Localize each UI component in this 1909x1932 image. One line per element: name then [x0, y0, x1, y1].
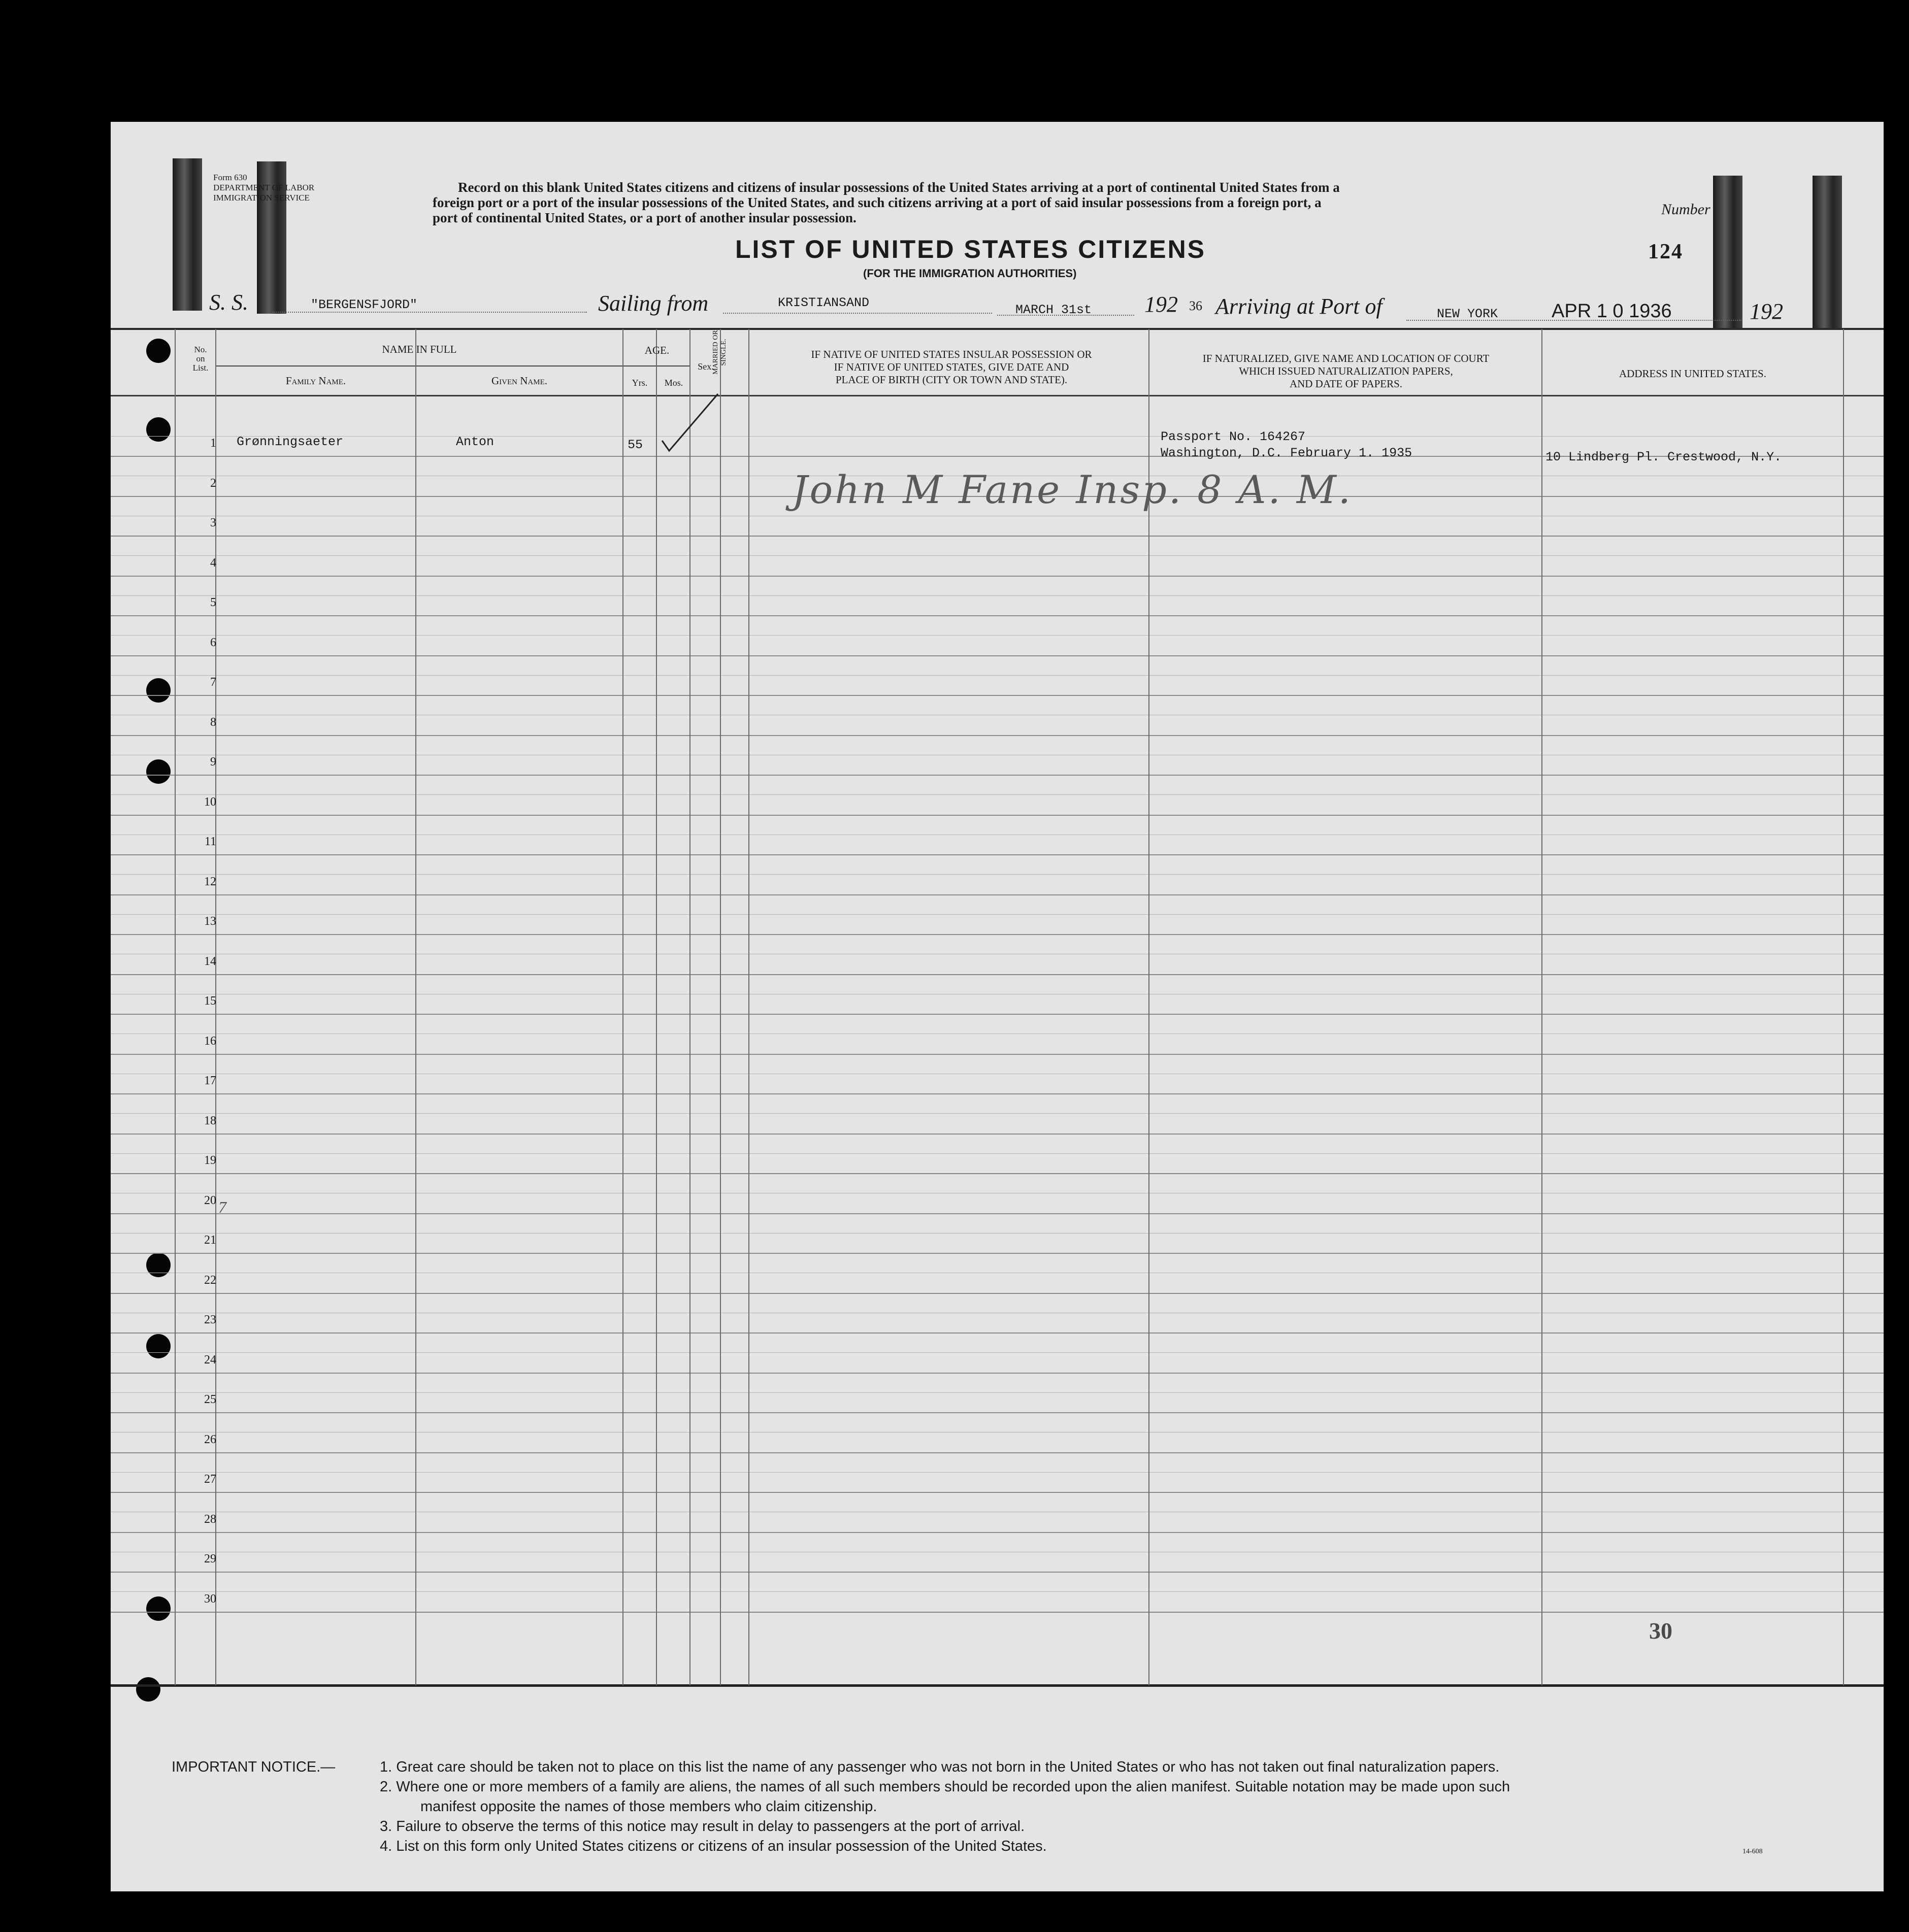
arrival-year-printed: 192 [1750, 299, 1783, 324]
column-rule [720, 329, 721, 1685]
row-rule [111, 815, 1884, 816]
sailing-date: MARCH 31st [1015, 303, 1092, 317]
arrival-date-stamp: APR 1 0 1936 [1552, 301, 1672, 322]
col-header-no [183, 345, 218, 373]
row-rule [111, 1452, 1884, 1453]
punch-hole [146, 339, 171, 363]
date-fill-line [997, 315, 1134, 316]
row-rule [111, 1412, 1884, 1413]
checkmark-icon [658, 391, 724, 457]
form-agency-block [213, 173, 355, 203]
row-rule [111, 536, 1884, 537]
col-header-naturalized-line: WHICH ISSUED NATURALIZATION PAPERS, [1239, 365, 1453, 377]
department-name: DEPARTMENT OF LABOR [213, 183, 315, 192]
row-half-rule [111, 1472, 1884, 1473]
col-header-family-name: Family Name. [285, 375, 346, 387]
record-notice-line: port of continental United States, or a port of another insular possession. [433, 210, 857, 225]
record-notice-line: Record on this blank United States citizens and citizens of insular possessions of the United States arriving at a port of continental United States from a [458, 180, 1340, 195]
row-number: 16 [204, 1035, 216, 1048]
row-rule [111, 695, 1884, 696]
col-header-native-line: IF NATIVE OF UNITED STATES, GIVE DATE AND [834, 361, 1069, 373]
important-notice-label: IMPORTANT NOTICE.— [172, 1759, 336, 1775]
col-header-given-name: Given Name. [491, 375, 547, 387]
form-code: 14-608 [1742, 1848, 1763, 1855]
form-number: Form 630 [213, 173, 247, 182]
year-suffix: 36 [1189, 298, 1202, 313]
row-number: 12 [204, 875, 216, 888]
row-number: 6 [210, 636, 216, 649]
column-rule [1843, 329, 1844, 1685]
col-header-no-line: List. [192, 363, 209, 373]
row-number: 17 [204, 1074, 216, 1087]
row-half-rule [111, 794, 1884, 795]
row-number: 19 [204, 1154, 216, 1167]
row-rule [111, 1093, 1884, 1094]
name-group-rule [216, 365, 622, 367]
row-half-rule [111, 874, 1884, 875]
row-number: 5 [210, 596, 216, 609]
row-half-rule [111, 595, 1884, 596]
service-name: IMMIGRATION SERVICE [213, 193, 310, 203]
age-group-rule [623, 365, 690, 367]
row-rule [111, 1532, 1884, 1533]
punch-hole [146, 417, 171, 442]
entry-given-name: Anton [456, 435, 495, 449]
row-number: 24 [204, 1353, 216, 1367]
row-rule [111, 1492, 1884, 1493]
row-half-rule [111, 555, 1884, 556]
row-rule [111, 1572, 1884, 1573]
row-rule [111, 775, 1884, 776]
row-half-rule [111, 1392, 1884, 1393]
row-rule [111, 854, 1884, 855]
row-number: 7 [210, 676, 216, 689]
row-half-rule [111, 436, 1884, 437]
punch-hole [146, 759, 171, 784]
notice-item: 1. Great care should be taken not to place on this list the name of any passenger who was not born in the United States or who has not taken out final naturalization papers. [380, 1759, 1500, 1775]
col-header-yrs: Yrs. [632, 378, 648, 388]
col-header-address: ADDRESS IN UNITED STATES. [1619, 368, 1766, 380]
row-number: 18 [204, 1114, 216, 1127]
row-half-rule [111, 635, 1884, 636]
record-notice-line: foreign port or a port of the insular possessions of the United States, and such citizens arriving at a port of said insular possessions from a foreign port, a [433, 195, 1322, 210]
row-rule [111, 934, 1884, 935]
row-rule [111, 1213, 1884, 1214]
arriving-label: Arriving at Port of [1215, 294, 1383, 319]
entry-age-yrs: 55 [628, 438, 643, 452]
col-header-mos: Mos. [664, 378, 683, 388]
arrival-fill-line [1406, 320, 1741, 321]
row-rule [111, 1333, 1884, 1334]
record-notice [433, 180, 1590, 225]
entry-issued-at: Washington, D.C. February 1. 1935 [1161, 446, 1412, 460]
tape-strip [1713, 176, 1742, 328]
page-title: LIST OF UNITED STATES CITIZENS [735, 235, 1206, 263]
column-rule [656, 329, 657, 1685]
entry-passport: Passport No. 164267 [1161, 429, 1306, 444]
punch-hole [136, 1677, 160, 1702]
column-rule [415, 329, 416, 1685]
col-header-native [752, 348, 1150, 386]
row-number: 9 [210, 755, 216, 769]
col-header-married: MARRIED OR SINGLE. [712, 330, 728, 375]
row-rule [111, 974, 1884, 975]
sailing-label: Sailing from [598, 291, 709, 316]
punch-hole [146, 678, 171, 703]
row-number: 15 [204, 994, 216, 1008]
row-number: 21 [204, 1234, 216, 1247]
punch-hole [146, 1334, 171, 1358]
arrival-port: NEW YORK [1437, 307, 1498, 321]
row-rule [111, 655, 1884, 656]
row-half-rule [111, 1352, 1884, 1353]
row-number: 23 [204, 1313, 216, 1326]
column-rule [689, 329, 690, 1685]
punch-hole [146, 1596, 171, 1621]
column-rule [622, 329, 623, 1685]
row-rule [111, 1293, 1884, 1294]
table-bottom-rule [111, 1684, 1884, 1687]
page-subtitle: (FOR THE IMMIGRATION AUTHORITIES) [863, 267, 1077, 280]
row-rule [111, 735, 1884, 736]
row-number: 29 [204, 1552, 216, 1565]
notice-item: 3. Failure to observe the terms of this notice may result in delay to passengers at the port of arrival. [380, 1818, 1025, 1835]
list-number: 124 [1648, 240, 1683, 263]
row-rule [111, 1054, 1884, 1055]
entry-address: 10 Lindberg Pl. Crestwood, N.Y. [1545, 450, 1782, 464]
col-header-no-line: on [196, 354, 205, 363]
column-rule [748, 329, 749, 1685]
row-half-rule [111, 1591, 1884, 1592]
row-half-rule [111, 1432, 1884, 1433]
col-header-name-in-full: NAME IN FULL [382, 343, 457, 355]
row-rule [111, 1014, 1884, 1015]
number-label: Number [1661, 201, 1710, 218]
sailing-port: KRISTIANSAND [778, 295, 870, 310]
row-half-rule [111, 1113, 1884, 1114]
row-number: 11 [204, 835, 216, 848]
row-rule [111, 615, 1884, 616]
header-bottom-rule [111, 395, 1884, 396]
col-header-naturalized-line: AND DATE OF PAPERS. [1289, 378, 1403, 390]
row-number: 27 [204, 1473, 216, 1486]
page-total: 30 [1649, 1618, 1672, 1644]
row-number: 26 [204, 1433, 216, 1446]
row-rule [111, 1373, 1884, 1374]
row-number: 22 [204, 1274, 216, 1287]
row-number: 14 [204, 955, 216, 968]
row-half-rule [111, 1153, 1884, 1154]
col-header-naturalized [1151, 352, 1540, 390]
year-prefix: 192 [1144, 292, 1178, 317]
row-number: 4 [210, 556, 216, 570]
notice-item-continued: manifest opposite the names of those members who claim citizenship. [420, 1798, 877, 1815]
port-fill-line [723, 313, 992, 314]
row-rule [111, 1134, 1884, 1135]
row-half-rule [111, 914, 1884, 915]
column-rule [1541, 329, 1542, 1685]
col-header-native-line: IF NATIVE OF UNITED STATES INSULAR POSSESSION OR [811, 348, 1092, 360]
ship-name-fill-line [272, 312, 587, 313]
notice-item: 2. Where one or more members of a family are aliens, the names of all such members should be recorded upon the alien manifest. Suitable notation may be made upon such [380, 1779, 1510, 1795]
row-half-rule [111, 675, 1884, 676]
tape-strip [173, 158, 202, 311]
row-number: 30 [204, 1592, 216, 1606]
row-number: 8 [210, 716, 216, 729]
table-top-rule [111, 328, 1884, 330]
tape-strip [1813, 176, 1842, 328]
col-header-age: AGE. [644, 344, 670, 356]
col-header-naturalized-line: IF NATURALIZED, GIVE NAME AND LOCATION OF COURT [1202, 352, 1490, 364]
row-number: 2 [210, 477, 216, 490]
row-rule [111, 894, 1884, 895]
row-number: 28 [204, 1513, 216, 1526]
inspector-signature: John M Fane Insp. 8 A. M. [792, 467, 1353, 512]
row-number: 3 [210, 516, 216, 529]
row-number: 13 [204, 915, 216, 928]
notice-item: 4. List on this form only United States citizens or citizens of an insular possession of the United States. [380, 1838, 1047, 1854]
row-rule [111, 1173, 1884, 1174]
col-header-no-line: No. [194, 345, 207, 354]
row-rule [111, 576, 1884, 577]
ship-name: "BERGENSFJORD" [311, 297, 418, 312]
row-rule [111, 1612, 1884, 1613]
row-number: 20 [204, 1194, 216, 1207]
ss-label: S. S. [209, 290, 248, 315]
row-half-rule [111, 1233, 1884, 1234]
entry-family-name: Grønningsaeter [237, 435, 344, 449]
row-number: 1 [210, 437, 216, 450]
row-number: 10 [204, 795, 216, 809]
important-notice-items [380, 1757, 1872, 1856]
row-rule [111, 1253, 1884, 1254]
row-number: 25 [204, 1393, 216, 1406]
column-rule [175, 329, 176, 1685]
margin-mark: 7 [218, 1198, 226, 1216]
punch-hole [146, 1253, 171, 1277]
column-rule [1148, 329, 1149, 1685]
col-header-sex: Sex. [698, 361, 714, 372]
col-header-native-line: PLACE OF BIRTH (CITY OR TOWN AND STATE). [835, 374, 1068, 386]
